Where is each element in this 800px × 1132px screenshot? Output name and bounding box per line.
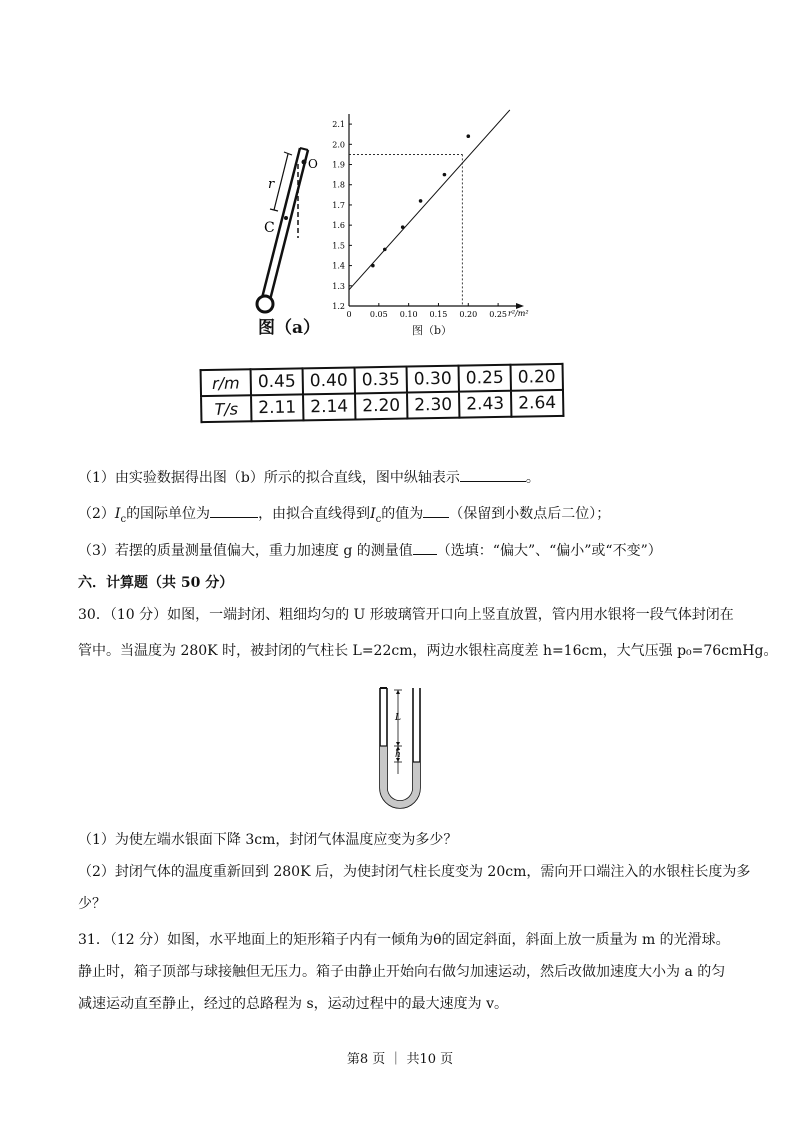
pivot-point — [302, 160, 307, 165]
label-c: C — [264, 220, 275, 236]
q31-line-3: 减速运动直至静止，经过的总路程为 s，运动过程中的最大速度为 v。 — [78, 996, 508, 1012]
q30-sub-2-line-1: （2）封闭气体的温度重新回到 280K 后，为使封闭气柱长度变为 20cm，需向开口端注入的水银柱长度为多 — [78, 864, 751, 880]
y-tick-label: 1.3 — [332, 281, 345, 291]
x-tick-label: 0.20 — [459, 310, 478, 319]
table-cell: 2.20 — [355, 393, 407, 420]
table-cell: 2.64 — [511, 390, 563, 417]
data-point — [443, 173, 447, 177]
figure-b-chart — [320, 104, 540, 344]
fit-line — [349, 110, 510, 290]
y-tick-label: 1.6 — [332, 221, 345, 231]
x-axis-unit: r²/m² — [508, 309, 529, 318]
y-tick-label: 1.5 — [332, 241, 345, 251]
table-cell: 0.40 — [303, 367, 355, 394]
y-tick-label: 1.7 — [332, 200, 345, 210]
section-6-title: 六．计算题（共 50 分） — [78, 575, 234, 591]
q30-sub-1: （1）为使左端水银面下降 3cm，封闭气体温度应变为多少？ — [78, 832, 458, 848]
u-tube-figure — [370, 684, 430, 820]
y-tick-label: 1.9 — [332, 160, 345, 170]
x-tick-label: 0.05 — [369, 310, 388, 319]
label-h: h — [395, 750, 401, 760]
y-tick-label: 1.4 — [332, 261, 345, 271]
x-tick-label: 0.15 — [429, 310, 448, 319]
y-tick-label: 1.8 — [332, 180, 345, 190]
pendulum-bob — [257, 296, 273, 312]
table-row — [201, 390, 563, 422]
q30-sub-2-line-2: 少？ — [78, 896, 106, 912]
label-o: O — [308, 157, 318, 171]
question-1: （1）由实验数据得出图（b）所示的拟合直线，图中纵轴表示 。 — [78, 467, 540, 488]
y-tick-label: 2.0 — [332, 140, 345, 150]
table-cell: 2.30 — [407, 392, 459, 419]
mercury-bottom — [380, 788, 420, 808]
label-r: r — [268, 177, 275, 192]
question-3: （3）若摆的质量测量值偏大，重力加速度 g 的测量值 （选填：“偏大”、“偏小”或“不变”） — [78, 540, 662, 561]
answer-blank — [460, 467, 526, 482]
center-of-mass-c — [284, 216, 288, 220]
answer-blank — [423, 503, 449, 518]
q30-line-2: 管中。当温度为 280K 时，被封闭的气柱长 L=22cm，两边水银柱高度差 h=16cm，大气压强 p₀=76cmHg。 — [78, 643, 778, 659]
mercury-right — [413, 762, 420, 788]
data-point — [401, 225, 405, 229]
label-l: L — [395, 713, 401, 723]
data-point — [371, 264, 375, 268]
data-point — [466, 134, 470, 138]
page-footer: 第8 页 ｜ 共10 页 — [346, 1052, 454, 1067]
figure-a — [248, 138, 328, 338]
y-tick-label: 1.2 — [332, 302, 345, 311]
mercury-left — [380, 746, 387, 788]
table-cell: 2.43 — [459, 391, 511, 418]
table-cell: 0.30 — [407, 366, 459, 393]
u-tube-inner — [387, 688, 413, 801]
table-cell: 0.25 — [459, 365, 511, 392]
answer-blank — [413, 540, 437, 555]
table-cell: 0.20 — [511, 364, 563, 391]
figure-a-caption: 图（a） — [258, 318, 321, 338]
table-cell: 2.11 — [251, 394, 303, 421]
x-tick-label: 0.25 — [489, 310, 508, 319]
q31-line-1: 31．（12 分）如图，水平地面上的矩形箱子内有一倾角为θ的固定斜面，斜面上放一质量为 m 的光滑球。 — [78, 932, 730, 948]
table-header-r: r/m — [201, 369, 251, 396]
table-header-t: T/s — [201, 395, 251, 422]
data-table — [200, 363, 565, 423]
table-cell: 0.35 — [355, 367, 407, 394]
data-point — [419, 199, 423, 203]
question-2: $(2)I_c$的国际单位为 ，由拟合直线得到$I_c$的值为 （保留到小数点后二位）； — [78, 503, 610, 530]
table-cell: 0.45 — [251, 368, 303, 395]
x-tick-label: 0 — [346, 310, 352, 319]
figure-b-caption: 图（b） — [412, 324, 453, 337]
table-cell: 2.14 — [303, 393, 355, 420]
data-point — [383, 248, 387, 252]
answer-blank — [210, 503, 258, 518]
q30-line-1: 30．（10 分）如图，一端封闭、粗细均匀的 U 形玻璃管开口向上竖直放置，管内用水银将一段气体封闭在 — [78, 607, 734, 623]
y-tick-label: 2.1 — [332, 120, 345, 130]
q31-line-2: 静止时，箱子顶部与球接触但无压力。箱子由静止开始向右做匀加速运动，然后改做加速度大小为 a 的匀 — [78, 964, 726, 980]
x-tick-label: 0.10 — [399, 310, 418, 319]
